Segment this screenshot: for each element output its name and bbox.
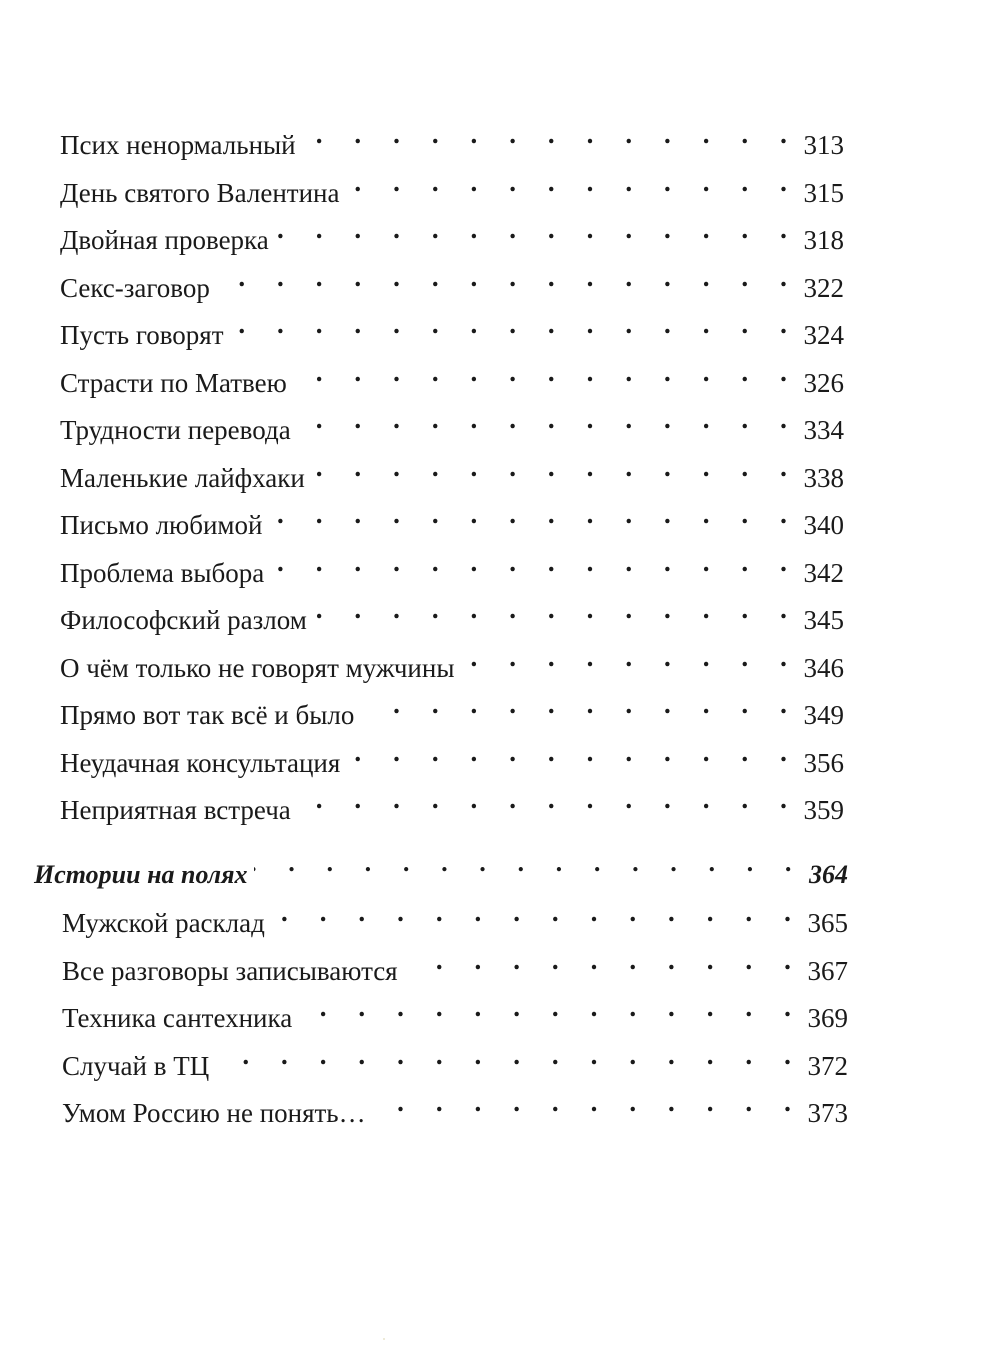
- toc-entry-page: 340: [800, 505, 845, 545]
- toc-entry: [60, 162, 844, 208]
- toc-entry-title: Философский разлом: [60, 600, 313, 640]
- dot-leader: [268, 494, 799, 534]
- dot-leader: [311, 447, 800, 487]
- toc-entry: [62, 940, 848, 986]
- dot-leader: [254, 843, 805, 883]
- dot-leader: [404, 940, 804, 980]
- toc-entry-title: Псих ненормальный: [60, 125, 302, 165]
- toc-entry-page: 322: [800, 268, 845, 308]
- dot-leader: [297, 779, 800, 819]
- toc-entry: [60, 257, 844, 303]
- toc-entry: [60, 304, 844, 350]
- toc-entry-title: Маленькие лайфхаки: [60, 458, 311, 498]
- dot-leader: [215, 1035, 803, 1075]
- dot-leader: [270, 542, 799, 582]
- toc-entry-title: Секс-заговор: [60, 268, 216, 308]
- toc-entry-title: Все разговоры записываются: [62, 951, 404, 991]
- toc-entry-title: Неудачная консультация: [60, 743, 346, 783]
- toc-entry-page: 373: [804, 1093, 849, 1133]
- dot-leader: [302, 114, 800, 154]
- toc-entry: [60, 589, 844, 635]
- dot-leader: [346, 732, 799, 772]
- toc-entry-page: 356: [800, 743, 845, 783]
- toc-entry: [62, 892, 848, 938]
- toc-entry: [62, 1035, 848, 1081]
- dot-leader: [460, 637, 799, 677]
- toc-entry: [60, 399, 844, 445]
- toc-entry-title: Прямо вот так всё и было: [60, 695, 360, 735]
- dot-leader: [293, 352, 800, 392]
- toc-section-title: Истории на полях: [34, 855, 254, 895]
- dot-leader: [271, 892, 804, 932]
- toc-entry-title: О чём только не говорят мужчины: [60, 648, 460, 688]
- toc-entry-page: 359: [800, 790, 845, 830]
- toc-entry: [60, 684, 844, 730]
- toc-entry: [60, 114, 844, 160]
- toc-entry-page: 318: [800, 220, 845, 260]
- toc-entry-page: 334: [800, 410, 845, 450]
- toc-entry-page: 365: [804, 903, 849, 943]
- toc-entry-page: 338: [800, 458, 845, 498]
- toc-entry-page: 367: [804, 951, 849, 991]
- toc-entry-page: 313: [800, 125, 845, 165]
- toc-entry-title: Письмо любимой: [60, 505, 268, 545]
- toc-entry-page: 345: [800, 600, 845, 640]
- toc-entry-page: 315: [800, 173, 845, 213]
- toc-entry-page: 346: [800, 648, 845, 688]
- toc-entry-page: 342: [800, 553, 845, 593]
- toc-entry-title: Неприятная встреча: [60, 790, 297, 830]
- toc-entry-page: 372: [804, 1046, 849, 1086]
- toc-entry: [60, 542, 844, 588]
- toc-entry: [62, 1082, 848, 1128]
- toc-section-page: 364: [805, 855, 848, 895]
- toc-section-heading: [34, 843, 848, 889]
- toc-entry-title: Пусть говорят: [60, 315, 230, 355]
- dot-leader: [216, 257, 800, 297]
- toc-entry-title: Страсти по Матвею: [60, 363, 293, 403]
- toc-entry-title: Техника сантехника: [62, 998, 298, 1038]
- toc-entry-page: 326: [800, 363, 845, 403]
- toc-entry: [60, 352, 844, 398]
- toc-entry-title: Случай в ТЦ: [62, 1046, 215, 1086]
- dot-leader: [230, 304, 800, 344]
- toc-entry: [60, 732, 844, 778]
- toc-entry-title: Мужской расклад: [62, 903, 271, 943]
- dot-leader: [345, 162, 799, 202]
- toc-entry-title: Трудности перевода: [60, 410, 297, 450]
- dot-leader: [313, 589, 800, 629]
- toc-entry-page: 369: [804, 998, 849, 1038]
- toc-entry-title: День святого Валентина: [60, 173, 345, 213]
- toc-entry: [62, 987, 848, 1033]
- dot-leader: [372, 1082, 804, 1122]
- dot-leader: [360, 684, 799, 724]
- toc-entry: [60, 494, 844, 540]
- toc-entry: [60, 637, 844, 683]
- toc-entry-page: 324: [800, 315, 845, 355]
- toc-entry-page: 349: [800, 695, 845, 735]
- toc-entry: [60, 447, 844, 493]
- toc-entry-title: Проблема выбора: [60, 553, 270, 593]
- dot-leader: [298, 987, 803, 1027]
- toc-entry: [60, 779, 844, 825]
- toc-entry: [60, 209, 844, 255]
- paper-speck: [383, 1338, 385, 1340]
- dot-leader: [297, 399, 800, 439]
- toc-entry-title: Умом Россию не понять…: [62, 1093, 372, 1133]
- dot-leader: [275, 209, 800, 249]
- toc-entry-title: Двойная проверка: [60, 220, 275, 260]
